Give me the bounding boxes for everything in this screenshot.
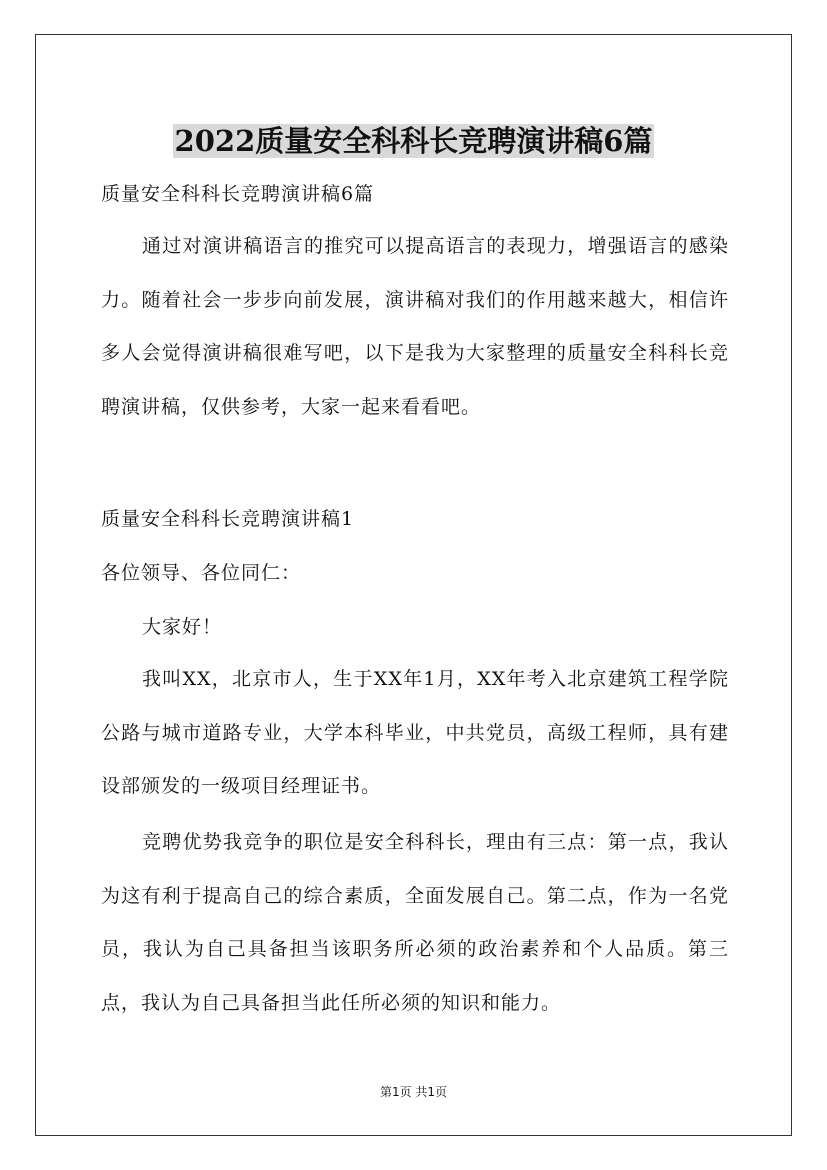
- document-title: [0, 119, 827, 163]
- page-indicator: 第1页 共1页: [379, 1085, 448, 1099]
- document-title-text: 2022质量安全科科长竞聘演讲稿6篇: [174, 124, 653, 159]
- document-subtitle: 质量安全科科长竞聘演讲稿6篇: [101, 183, 375, 205]
- body-paragraph-2: 竞聘优势我竞争的职位是安全科科长，理由有三点：第一点，我认为这有利于提高自己的综合素质，全面发展自己。第二点，作为一名党员，我认为自己具备担当该职务所必须的政治素养和个人品质。第三点，我认为自己具备担当此任所必须的知识和能力。: [101, 831, 729, 1014]
- section-heading: 质量安全科科长竞聘演讲稿1: [101, 508, 355, 530]
- intro-paragraph: 通过对演讲稿语言的推究可以提高语言的表现力，增强语言的感染力。随着社会一步步向前发展，演讲稿对我们的作用越来越大，相信许多人会觉得演讲稿很难写吧，以下是我为大家整理的质量安全科科长竞聘演讲稿，仅供参考，大家一起来看看吧。: [101, 235, 729, 418]
- greeting: 大家好！: [142, 616, 223, 638]
- page-footer: [0, 1084, 827, 1100]
- salutation: 各位领导、各位同仁：: [101, 562, 302, 584]
- body-paragraph-1: 我叫XX，北京市人，生于XX年1月，XX年考入北京建筑工程学院公路与城市道路专业，大学本科毕业，中共党员，高级工程师，具有建设部颁发的一级项目经理证书。: [101, 668, 729, 797]
